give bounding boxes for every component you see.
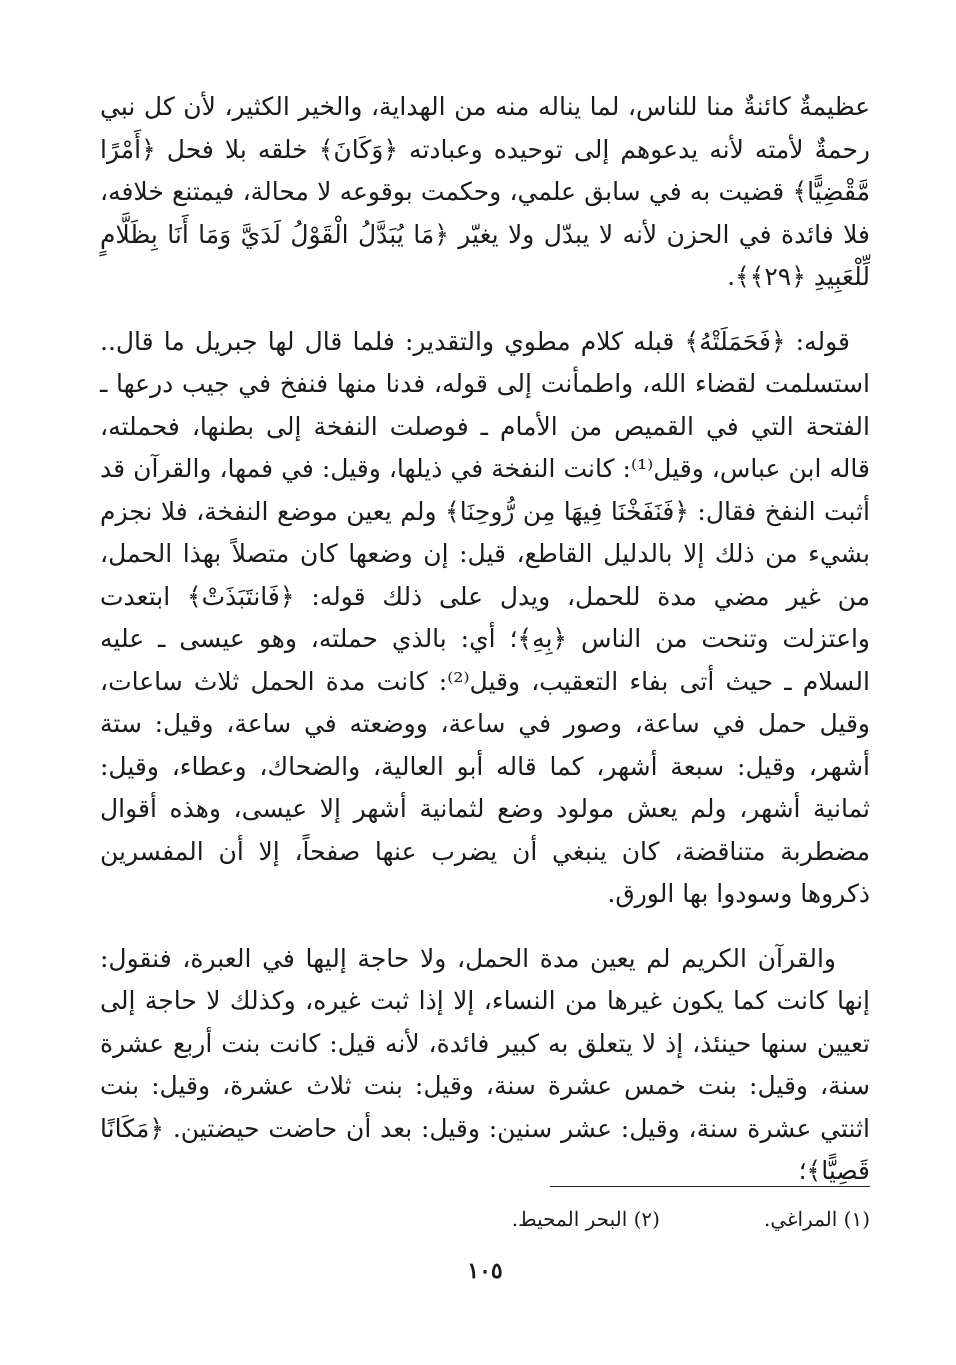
paragraph-2: قوله: ﴿فَحَمَلَتْهُ﴾ قبله كلام مطوي والتقدير: فلما قال لها جبريل ما قال.. استسلمت لقضاء الله، واطمأنت إلى قوله، فدنا منها فنفخ في جيب درعها ـ الفتحة التي في القميص من الأمام ـ فوصلت النفخة إلى بطنها، فحملته، قاله ابن عباس، وقيل⁽¹⁾: كانت النفخة في ذيلها، وقيل: في فمها، والقرآن قد أثبت النفخ فقال: ﴿فَنَفَخْنَا فِيهَا مِن رُّوحِنَا﴾ ولم يعين موضع النفخة، فلا نجزم بشيء من ذلك إلا بالدليل القاطع، قيل: إن وضعها كان متصلاً بهذا الحمل، من غير مضي مدة للحمل، ويدل على ذلك قوله: ﴿فَانتَبَذَتْ﴾ ابتعدت واعتزلت وتنحت من الناس ﴿بِهِ﴾؛ أي: بالذي حملته، وهو عيسى ـ عليه السلام ـ حيث أتى بفاء التعقيب، وقيل⁽²⁾: كانت مدة الحمل ثلاث ساعات، وقيل حمل في ساعة، وصور في ساعة، ووضعته في ساعة، وقيل: ستة أشهر، وقيل: سبعة أشهر، كما قاله أبو العالية، والضحاك، وعطاء، وقيل: ثمانية أشهر، ولم يعش مولود وضع لثمانية أشهر إلا عيسى، وهذه أقوال مضطربة متناقضة، كان ينبغي أن يضرب عنها صفحاً، إلا أن المفسرين ذكروها وسودوا بها الورق.: [100, 326, 870, 908]
footnote-2: (٢) البحر المحيط.: [511, 1207, 660, 1231]
footnote-1: (١) المراغي.: [763, 1207, 870, 1231]
paragraph-1: عظيمةٌ كائنةٌ منا للناس، لما يناله منه من الهداية، والخير الكثير، لأن كل نبي رحمةٌ لأمته لأنه يدعوهم إلى توحيده وعبادته ﴿وَكَانَ﴾ خلقه بلا فحل ﴿أَمْرًا مَّقْضِيًّا﴾ قضيت به في سابق علمي، وحكمت بوقوعه لا محالة، فيمتنع خلافه، فلا فائدة في الحزن لأنه لا يبدّل ولا يغيّر ﴿مَا يُبَدَّلُ الْقَوْلُ لَدَيَّ وَمَا أَنَا بِظَلَّامٍ لِّلْعَبِيدِ ﴿٢٩﴾﴾.: [100, 92, 870, 291]
book-page: [100, 86, 870, 1305]
footnote-divider: [550, 1186, 870, 1187]
paragraph-3: والقرآن الكريم لم يعين مدة الحمل، ولا حاجة إليها في العبرة، فنقول: إنها كانت كما يكون غيرها من النساء، إلا إذا ثبت غيره، وكذلك لا حاجة إلى تعيين سنها حينئذ، إذ لا يتعلق به كبير فائدة، لأنه قيل: كانت بنت أربع عشرة سنة، وقيل: بنت خمس عشرة سنة، وقيل: بنت ثلاث عشرة، وقيل: بنت اثنتي عشرة سنة، وقيل: عشر سنين: وقيل: بعد أن حاضت حيضتين. ﴿مَكَانًا قَصِيًّا﴾؛: [100, 943, 870, 1185]
page-number: ١٠٥: [467, 1258, 503, 1284]
footnotes: [100, 1204, 870, 1234]
